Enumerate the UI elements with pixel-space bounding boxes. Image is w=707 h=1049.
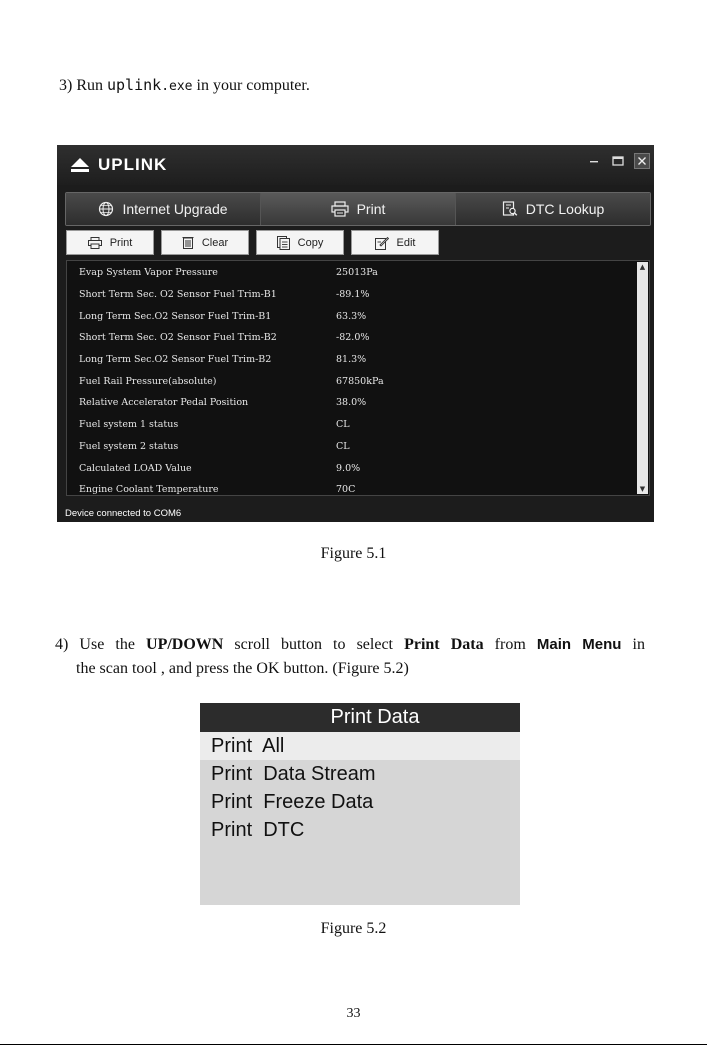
step-3-text: 3) Run uplink.exe in your computer. [59,76,310,94]
title-bar [57,145,654,185]
pid-value: 25013Pa [336,267,378,279]
table-row[interactable] [79,479,629,501]
pid-name: Calculated LOAD Value [79,462,192,474]
pid-name: Fuel system 2 status [79,440,179,452]
toolbar [66,230,439,255]
table-row[interactable] [79,262,629,284]
data-rows [79,262,629,501]
pid-name: Short Term Sec. O2 Sensor Fuel Trim-B1 [79,289,277,301]
table-row[interactable] [79,327,629,349]
pid-name: Fuel system 1 status [79,419,179,431]
scroll-down-icon[interactable]: ▼ [639,485,646,493]
scan-menu-title: Print Data [200,703,520,732]
tab-dtc-lookup[interactable]: DTC Lookup [456,193,650,225]
close-button[interactable] [634,153,650,169]
pid-value: 9.0% [336,462,361,474]
pid-value: CL [336,440,350,452]
menu-item[interactable]: Print DTC [211,819,305,841]
program-name: uplink [107,76,162,94]
figure-5-1-caption: Figure 5.1 [320,545,387,562]
close-icon [637,156,647,166]
pid-value: CL [336,419,350,431]
pid-value: -89.1% [336,289,370,301]
tab-print[interactable]: Print [261,193,456,225]
print-button[interactable]: Print [66,230,154,255]
clear-button[interactable]: Clear [161,230,249,255]
pid-value: 67850kPa [336,375,384,387]
globe-icon [98,201,114,217]
main-tabs [65,192,651,226]
pid-value: 38.0% [336,397,367,409]
pid-name: Evap System Vapor Pressure [79,267,218,279]
page-number: 33 [346,1006,361,1021]
pid-name: Long Term Sec.O2 Sensor Fuel Trim-B2 [79,354,272,366]
printer-icon [88,237,102,249]
table-row[interactable] [79,284,629,306]
maximize-icon [612,156,624,166]
edit-icon [375,236,389,250]
table-row[interactable] [79,349,629,371]
pid-name: Relative Accelerator Pedal Position [79,397,249,409]
eject-icon [70,157,90,173]
menu-item[interactable]: Print Data Stream [211,763,376,785]
data-stream-panel [66,260,650,496]
tab-internet-upgrade[interactable]: Internet Upgrade [66,193,261,225]
bottom-rule [0,1044,707,1045]
table-row[interactable] [79,457,629,479]
menu-item[interactable]: Print Freeze Data [211,791,374,813]
pid-name: Short Term Sec. O2 Sensor Fuel Trim-B2 [79,332,277,344]
copy-icon [277,236,290,250]
pid-name: Fuel Rail Pressure(absolute) [79,375,217,387]
app-name: UPLINK [98,155,168,174]
menu-item[interactable]: Print All [200,732,520,760]
table-row[interactable] [79,414,629,436]
pid-name: Engine Coolant Temperature [79,484,219,496]
scrollbar[interactable] [637,262,648,494]
search-document-icon [502,201,518,217]
edit-button[interactable]: Edit [351,230,439,255]
trash-icon [182,236,194,249]
status-bar: Device connected to COM6 [65,508,182,519]
pid-value: -82.0% [336,332,370,344]
uplink-app-window [57,145,654,522]
printer-icon [331,201,349,217]
table-row[interactable] [79,305,629,327]
pid-value: 81.3% [336,354,367,366]
scan-tool-screen [200,703,520,905]
program-extension: .exe [161,79,193,94]
minimize-button[interactable] [586,153,602,169]
table-row[interactable] [79,392,629,414]
app-logo [70,155,167,175]
step-4-line-1-full: 4) Use the UP/DOWN scroll button to select Print Data from Main Menu in [55,636,645,653]
scan-menu-items [200,732,520,844]
table-row[interactable] [79,436,629,458]
window-controls [586,153,650,169]
minimize-icon [589,156,599,166]
pid-name: Long Term Sec.O2 Sensor Fuel Trim-B1 [79,310,272,322]
step-4-line-2: the scan tool , and press the OK button. (Figure 5.2) [76,660,409,677]
figure-5-2-caption: Figure 5.2 [320,920,387,937]
pid-value: 70C [336,484,356,496]
table-row[interactable] [79,370,629,392]
pid-value: 63.3% [336,310,367,322]
scroll-up-icon[interactable]: ▲ [639,263,646,271]
maximize-button[interactable] [610,153,626,169]
copy-button[interactable]: Copy [256,230,344,255]
